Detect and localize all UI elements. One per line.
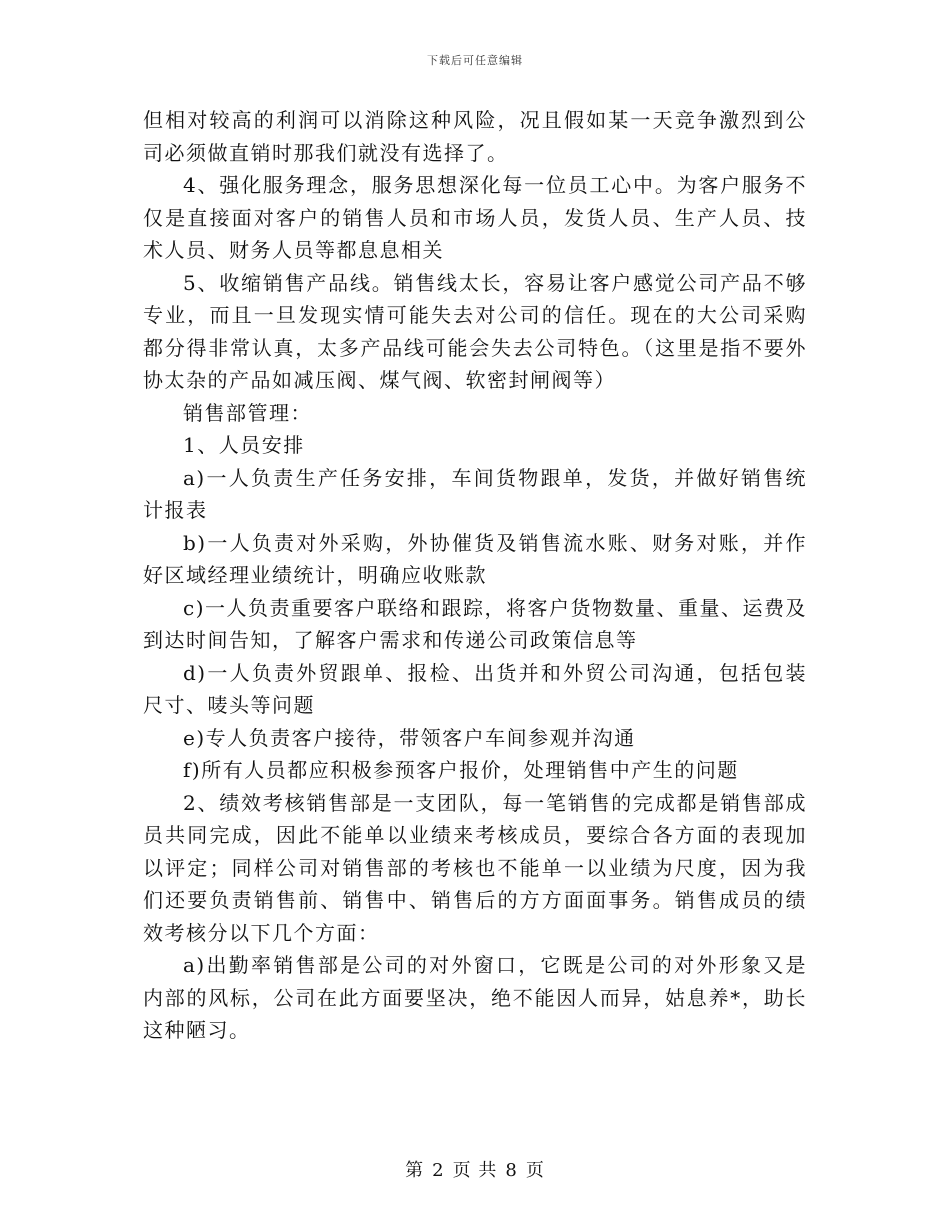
footer-prefix: 第	[405, 1160, 425, 1181]
list-item: d)一人负责外贸跟单、报检、出货并和外贸公司沟通，包括包装尺寸、唛头等问题	[143, 660, 807, 717]
list-item: f)所有人员都应积极参预客户报价，处理销售中产生的问题	[183, 758, 739, 782]
footer-total-pages: 8	[505, 1160, 518, 1181]
list-item: a)一人负责生产任务安排，车间货物跟单，发货，并做好销售统计报表	[143, 465, 807, 522]
header-note: 下载后可任意编辑	[427, 54, 523, 67]
subsection-heading: 1、人员安排	[183, 433, 305, 457]
page-footer	[0, 1156, 950, 1182]
list-item: c)一人负责重要客户联络和跟踪，将客户货物数量、重量、运费及到达时间告知，了解客户需求和传递公司政策信息等	[143, 595, 808, 652]
paragraph: 但相对较高的利润可以消除这种风险，况且假如某一天竞争激烈到公司必须做直销时那我们就没有选择了。	[143, 108, 807, 165]
footer-suffix: 页	[525, 1160, 545, 1181]
paragraph: 2、绩效考核销售部是一支团队，每一笔销售的完成都是销售部成员共同完成，因此不能单以业绩来考核成员，要综合各方面的表现加以评定；同样公司对销售部的考核也不能单一以业绩为尺度，因为我们还要负责销售前、销售中、销售后的方方面面事务。销售成员的绩效考核分以下几个方面：	[143, 790, 807, 945]
paragraph: 4、强化服务理念，服务思想深化每一位员工心中。为客户服务不仅是直接面对客户的销售人员和市场人员，发货人员、生产人员、技术人员、财务人员等都息息相关	[143, 173, 807, 262]
document-body	[143, 104, 807, 1047]
paragraph: 5、收缩销售产品线。销售线太长，容易让客户感觉公司产品不够专业，而且一旦发现实情可能失去对公司的信任。现在的大公司采购都分得非常认真，太多产品线可能会失去公司特色。（这里是指不要外协太杂的产品如减压阀、煤气阀、软密封闸阀等）	[143, 270, 807, 392]
list-item: e)专人负责客户接待，带领客户车间参观并沟通	[183, 725, 636, 750]
section-heading: 销售部管理：	[183, 400, 312, 425]
list-item: a)出勤率销售部是公司的对外窗口，它既是公司的对外形象又是内部的风标，公司在此方面要坚决，绝不能因人而异，姑息养*，助长这种陋习。	[143, 953, 807, 1042]
footer-current-page: 2	[432, 1160, 445, 1181]
list-item: b)一人负责对外采购，外协催货及销售流水账、财务对账，并作好区域经理业绩统计，明确应收账款	[143, 530, 807, 587]
footer-middle: 页 共	[452, 1160, 498, 1181]
